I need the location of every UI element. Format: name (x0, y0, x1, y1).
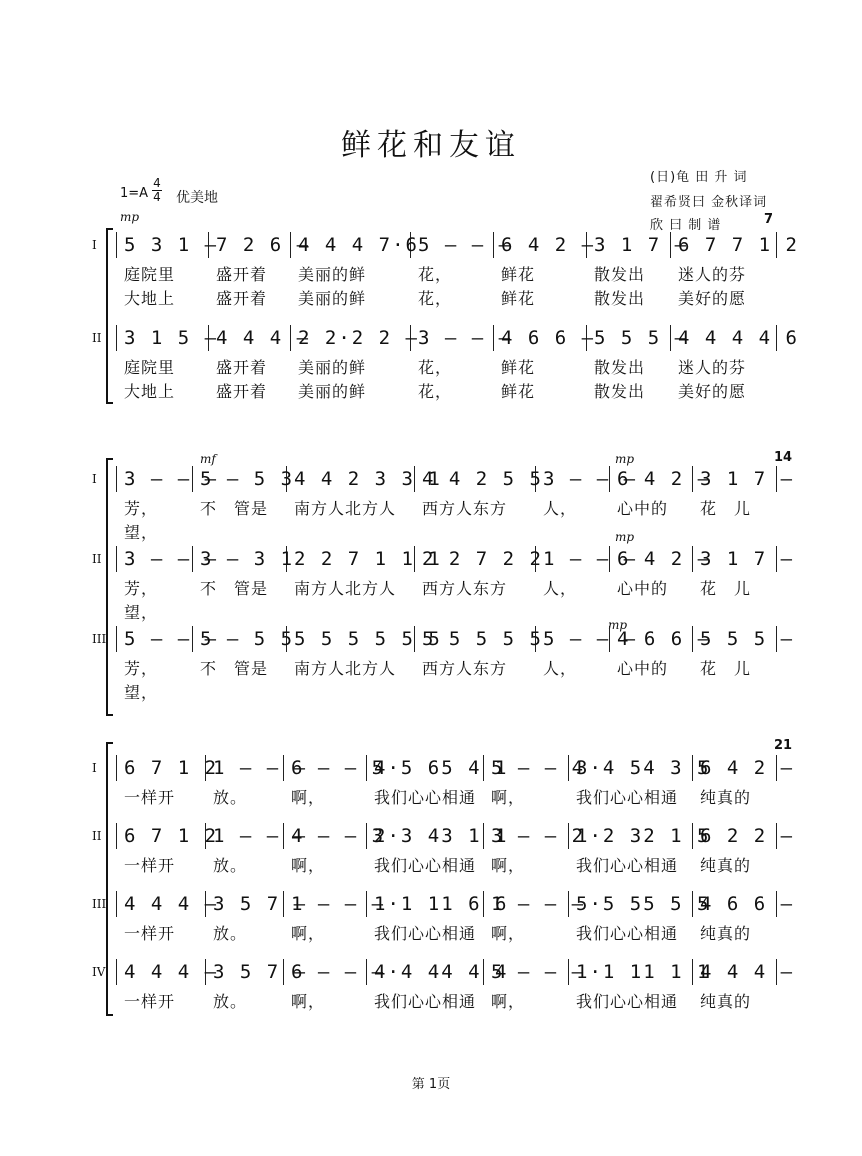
measure-notes: 4 6 6 – (700, 893, 795, 915)
lyric-text: 啊， (291, 788, 326, 807)
lyric-text: 人， (543, 579, 578, 598)
lyric-text: 美丽的鲜 (298, 289, 367, 308)
lyric-text: 盛开着 (216, 358, 268, 377)
part-label: II (92, 552, 102, 566)
lyric-text: 啊， (491, 788, 526, 807)
time-signature-top: 4 (153, 176, 161, 190)
lyric-text: 鲜花 (501, 358, 536, 377)
measure-notes: 1 – – – (491, 893, 586, 915)
measure-notes: 7 2 6 – (216, 234, 311, 256)
bar-line (116, 891, 117, 917)
measure-notes: 6 4 2 – (501, 234, 596, 256)
lyric-text: 一样开 (124, 856, 176, 875)
measure-notes: 1 – – – (543, 548, 638, 570)
voice-staff (0, 546, 862, 572)
voice-staff (0, 626, 862, 652)
measure-number: 14 (774, 450, 793, 465)
lyric-text: 人， (543, 499, 578, 518)
measure-notes: 6 – – 5 (291, 757, 386, 779)
lyric-text: 散发出 (594, 289, 646, 308)
lyric-text: 芳， (124, 579, 159, 598)
lyric-text: 纯真的 (700, 992, 752, 1011)
lyric-text: 放。 (213, 924, 248, 943)
lyric-text: 大地上 (124, 289, 176, 308)
lyric-text: 西方人东方 (422, 659, 508, 678)
lyric-text: 盛开着 (216, 289, 268, 308)
tempo-marking: 优美地 (176, 190, 218, 206)
part-label: II (92, 829, 102, 843)
translator-credit: 翟希贤曰 金秋译词 (650, 195, 768, 210)
lyric-text: 望， (124, 683, 159, 702)
lyric-text: 一样开 (124, 788, 176, 807)
measure-notes: 1 – – – (213, 757, 308, 779)
lyric-text: 花， (418, 265, 453, 284)
voice-staff (0, 959, 862, 985)
lyric-text: 南方人北方人 (294, 659, 397, 678)
part-label: III (92, 897, 107, 911)
lyric-text: 啊， (491, 856, 526, 875)
measure-notes: 3·4 54 3 5 (576, 757, 711, 779)
lyric-text: 啊， (291, 992, 326, 1011)
lyric-text: 我们心心相通 (576, 924, 679, 943)
measure-notes: 1 – – – (291, 893, 386, 915)
lyric-text: 鲜花 (501, 382, 536, 401)
part-label: I (92, 761, 97, 775)
page-title: 鲜花和友谊 (341, 128, 521, 163)
measure-notes: 2 2 7 1 1 1 (294, 548, 442, 570)
part-label: II (92, 331, 102, 345)
lyric-text: 人， (543, 659, 578, 678)
measure-notes: 5 – – – (491, 961, 586, 983)
lyricist-credit: (日)龟 田 升 词 (650, 170, 748, 185)
measure-notes: 6 4 2 – (617, 468, 712, 490)
lyric-text: 心中的 (617, 499, 669, 518)
measure-notes: 1·1 11 1 1 (576, 961, 711, 983)
measure-notes: 4·5 65 4 1 (374, 757, 509, 779)
lyric-text: 散发出 (594, 265, 646, 284)
lyric-text: 放。 (213, 788, 248, 807)
measure-notes: 5 5 5 – (700, 628, 795, 650)
measure-notes: 6 4 2 – (617, 548, 712, 570)
lyric-text: 啊， (491, 924, 526, 943)
voice-staff (0, 891, 862, 917)
lyric-text: 我们心心相通 (576, 788, 679, 807)
part-label: IV (92, 965, 106, 979)
part-label: III (92, 632, 107, 646)
lyric-text: 大地上 (124, 382, 176, 401)
lyric-text: 心中的 (617, 659, 669, 678)
lyric-text: 迷人的芬 (678, 358, 747, 377)
dynamic-mp: mp (615, 452, 635, 466)
lyric-text: 盛开着 (216, 265, 268, 284)
lyric-text: 一样开 (124, 924, 176, 943)
measure-notes: 6 7 7 1 2 (678, 234, 799, 256)
measure-notes: 2·3 43 1 1 (374, 825, 509, 847)
measure-notes: 5 – – 4 (491, 757, 586, 779)
lyric-text: 花 儿 (700, 499, 752, 518)
arranger-credit: 欣 曰 制 谱 (650, 218, 722, 233)
bar-line (116, 626, 117, 652)
voice-staff (0, 755, 862, 781)
measure-notes: 4 4 4 – (124, 893, 219, 915)
measure-notes: 2 2·2 2 – (298, 327, 419, 349)
lyric-text: 望， (124, 603, 159, 622)
lyric-text: 我们心心相通 (576, 992, 679, 1011)
measure-notes: 5 – – – (124, 628, 219, 650)
measure-notes: 5 5 5 5 5 5 (294, 628, 442, 650)
measure-notes: 2 2 7 2 2 (422, 548, 543, 570)
lyric-text: 纯真的 (700, 856, 752, 875)
lyric-text: 我们心心相通 (374, 856, 477, 875)
measure-notes: 5 – – – (543, 628, 638, 650)
lyric-text: 庭院里 (124, 358, 176, 377)
lyric-text: 不 管是 (200, 579, 269, 598)
dynamic-mp: mp (615, 530, 635, 544)
bar-line (116, 466, 117, 492)
voice-staff (0, 325, 862, 351)
lyric-text: 西方人东方 (422, 499, 508, 518)
lyric-text: 心中的 (617, 579, 669, 598)
measure-notes: 3 – – – (543, 468, 638, 490)
measure-notes: 1·2 32 1 5 (576, 825, 711, 847)
page-footer: 第 1页 (411, 1077, 451, 1092)
bar-line (116, 546, 117, 572)
part-label: I (92, 238, 97, 252)
dynamic-mf: mf (200, 452, 216, 466)
measure-notes: 3 1 7 – (700, 548, 795, 570)
measure-notes: 4·4 44 4 4 (374, 961, 509, 983)
measure-notes: 1·1 11 6 6 (374, 893, 509, 915)
measure-notes: 3 5 7 – (213, 961, 308, 983)
bar-line (116, 755, 117, 781)
lyric-text: 啊， (491, 992, 526, 1011)
measure-number: 7 (764, 212, 774, 227)
lyric-text: 放。 (213, 992, 248, 1011)
bar-line (116, 325, 117, 351)
time-signature (152, 177, 162, 204)
lyric-text: 我们心心相通 (576, 856, 679, 875)
lyric-text: 一样开 (124, 992, 176, 1011)
lyric-text: 美丽的鲜 (298, 265, 367, 284)
measure-notes: 4 4 4 – (216, 327, 311, 349)
lyric-text: 不 管是 (200, 499, 269, 518)
lyric-text: 我们心心相通 (374, 924, 477, 943)
measure-notes: 5 5 5 – (594, 327, 689, 349)
measure-notes: 6 7 1 2 (124, 757, 219, 779)
lyric-text: 南方人北方人 (294, 499, 397, 518)
lyric-text: 美好的愿 (678, 289, 747, 308)
lyric-text: 南方人北方人 (294, 579, 397, 598)
lyric-text: 花， (418, 382, 453, 401)
lyric-text: 芳， (124, 659, 159, 678)
lyric-text: 花 儿 (700, 659, 752, 678)
measure-notes: 4 4 2 3 3 1 (294, 468, 442, 490)
lyric-text: 我们心心相通 (374, 992, 477, 1011)
measure-notes: 4 6 6 – (501, 327, 596, 349)
lyric-text: 美丽的鲜 (298, 382, 367, 401)
measure-notes: 3 – – – (124, 548, 219, 570)
lyric-text: 西方人东方 (422, 579, 508, 598)
measure-notes: 5 3 1 – (124, 234, 219, 256)
measure-notes: 3 – 3 1 (200, 548, 295, 570)
lyric-text: 迷人的芬 (678, 265, 747, 284)
bar-line (116, 823, 117, 849)
measure-notes: 5 – 5 3 (200, 468, 295, 490)
dynamic-mp: mp (608, 618, 628, 632)
measure-notes: 6 4 2 – (700, 757, 795, 779)
measure-notes: 5 – 5 5 (200, 628, 295, 650)
measure-notes: 5 5 5 5 5 (422, 628, 543, 650)
measure-notes: 6 2 2 – (700, 825, 795, 847)
measure-notes: 3 1 7 – (594, 234, 689, 256)
part-label: I (92, 472, 97, 486)
measure-notes: 4 4 4 – (700, 961, 795, 983)
lyric-text: 花 儿 (700, 579, 752, 598)
measure-notes: 6 7 1 2 (124, 825, 219, 847)
lyric-text: 散发出 (594, 358, 646, 377)
lyric-text: 花， (418, 289, 453, 308)
time-signature-bottom: 4 (153, 190, 161, 204)
measure-notes: 4 4 4 – (124, 961, 219, 983)
lyric-text: 我们心心相通 (374, 788, 477, 807)
measure-notes: 4 4 4 4 6 (678, 327, 799, 349)
lyric-text: 散发出 (594, 382, 646, 401)
measure-notes: 4 6 6 – (617, 628, 712, 650)
voice-staff (0, 232, 862, 258)
dynamic-mp: mp (120, 210, 140, 224)
lyric-text: 纯真的 (700, 788, 752, 807)
measure-notes: 3 – – – (418, 327, 513, 349)
measure-notes: 3 1 7 – (700, 468, 795, 490)
measure-number: 21 (774, 738, 793, 753)
lyric-text: 盛开着 (216, 382, 268, 401)
measure-notes: 3 5 7 – (213, 893, 308, 915)
lyric-text: 鲜花 (501, 265, 536, 284)
measure-notes: 3 1 5 – (124, 327, 219, 349)
bar-line (116, 232, 117, 258)
lyric-text: 纯真的 (700, 924, 752, 943)
measure-notes: 3 – – 2 (491, 825, 586, 847)
lyric-text: 啊， (291, 924, 326, 943)
measure-notes: 4 4 4 7·6 (298, 234, 419, 256)
system-bracket (106, 458, 113, 716)
lyric-text: 花， (418, 358, 453, 377)
measure-notes: 5 – – – (418, 234, 513, 256)
measure-notes: 4 – – 3 (291, 825, 386, 847)
lyric-text: 望， (124, 523, 159, 542)
lyric-text: 庭院里 (124, 265, 176, 284)
key-signature: 1=A (120, 186, 149, 201)
measure-notes: 5·5 55 5 5 (576, 893, 711, 915)
measure-notes: 6 – – – (291, 961, 386, 983)
voice-staff (0, 466, 862, 492)
bar-line (116, 959, 117, 985)
lyric-text: 芳， (124, 499, 159, 518)
lyric-text: 啊， (291, 856, 326, 875)
lyric-text: 美丽的鲜 (298, 358, 367, 377)
lyric-text: 放。 (213, 856, 248, 875)
lyric-text: 不 管是 (200, 659, 269, 678)
lyric-text: 鲜花 (501, 289, 536, 308)
voice-staff (0, 823, 862, 849)
measure-notes: 4 4 2 5 5 (422, 468, 543, 490)
measure-notes: 3 – – – (124, 468, 219, 490)
lyric-text: 美好的愿 (678, 382, 747, 401)
measure-notes: 1 – – – (213, 825, 308, 847)
